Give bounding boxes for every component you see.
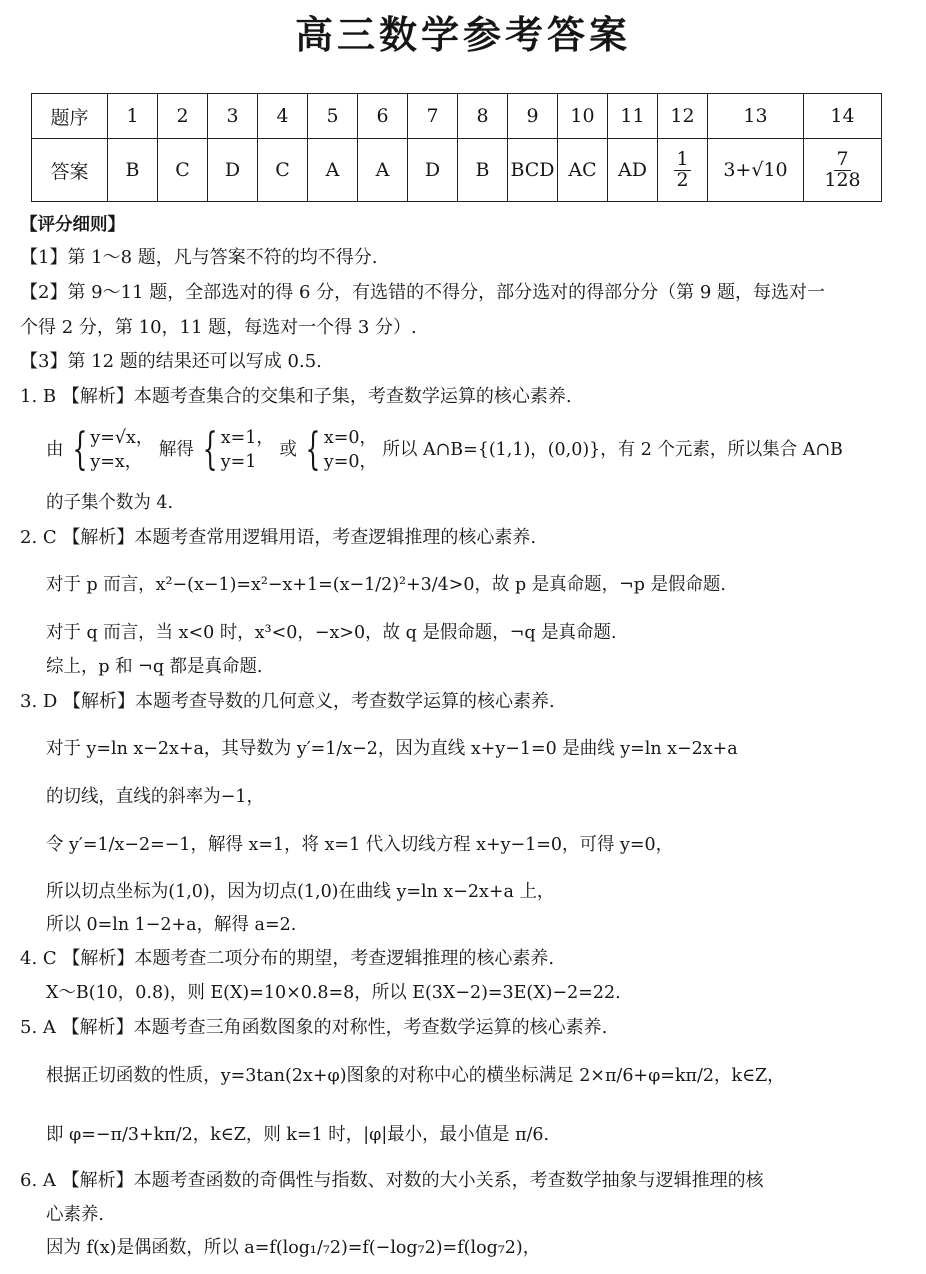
q1-system-3: { x=0， y=0， <box>305 424 377 475</box>
answer-cell: C <box>158 139 208 202</box>
scoring-rule-1: 【1】第 1～8 题，凡与答案不符的均不得分. <box>20 247 378 268</box>
answer-cell: B <box>108 139 158 202</box>
question-number-cell: 12 <box>658 94 708 139</box>
q1-line-3: 的子集个数为 4. <box>46 492 174 513</box>
question-number-cell: 14 <box>804 94 882 139</box>
answer-table <box>31 93 882 202</box>
answer-cell: A <box>308 139 358 202</box>
question-number-cell: 10 <box>558 94 608 139</box>
answer-fraction: $\frac{7}{128}$ <box>824 147 861 191</box>
question-number-cell: 5 <box>308 94 358 139</box>
q5-heading: 5. A 【解析】本题考查三角函数图象的对称性，考查数学运算的核心素养. <box>20 1017 608 1038</box>
question-number-cell: 9 <box>508 94 558 139</box>
q6-line-1: 因为 f(x)是偶函数，所以 a=f(log₁/₇2)=f(−log₇2)=f(log₇2)， <box>46 1237 541 1258</box>
q2-heading: 2. C 【解析】本题考查常用逻辑用语，考查逻辑推理的核心素养. <box>20 527 537 548</box>
q3-heading: 3. D 【解析】本题考查导数的几何意义，考查数学运算的核心素养. <box>20 691 555 712</box>
q6-heading-b: 心素养. <box>46 1204 104 1225</box>
q2-line-1: 对于 p 而言，x²−(x−1)=x²−x+1=(x−1/2)²+3/4>0，故 p 是真命题，¬p 是假命题. <box>46 574 726 595</box>
q1-system-2: { x=1， y=1 <box>202 424 274 475</box>
question-number-cell: 3 <box>208 94 258 139</box>
q1-pre: 由 <box>46 439 64 460</box>
scoring-heading: 【评分细则】 <box>20 215 125 235</box>
scoring-rule-3: 【3】第 12 题的结果还可以写成 0.5. <box>20 351 322 372</box>
q2-line-3: 综上，p 和 ¬q 都是真命题. <box>46 656 263 677</box>
q4-heading: 4. C 【解析】本题考查二项分布的期望，考查逻辑推理的核心素养. <box>20 948 555 969</box>
row-header-answer: 答案 <box>32 139 108 202</box>
q1-post: 所以 A∩B={(1,1)，(0,0)}，有 2 个元素，所以集合 A∩B <box>382 439 843 460</box>
q5-line-1: 根据正切函数的性质，y=3tan(2x+φ)图象的对称中心的横坐标满足 2×π/6+φ=kπ/2，k∈Z， <box>46 1065 785 1086</box>
answer-cell: D <box>208 139 258 202</box>
answer-cell: B <box>458 139 508 202</box>
q3-line-2: 的切线，直线的斜率为−1， <box>46 786 264 807</box>
q4-line-1: X～B(10，0.8)，则 E(X)=10×0.8=8，所以 E(3X−2)=3E(X)−2=22. <box>46 982 621 1003</box>
q1-heading: 1. B 【解析】本题考查集合的交集和子集，考查数学运算的核心素养. <box>20 386 572 407</box>
answer-cell <box>658 139 708 202</box>
answer-cell <box>804 139 882 202</box>
q5-line-2: 即 φ=−π/3+kπ/2，k∈Z，则 k=1 时，|φ|最小，最小值是 π/6. <box>46 1124 550 1145</box>
question-number-cell: 11 <box>608 94 658 139</box>
row-header-question: 题序 <box>32 94 108 139</box>
scoring-rule-2b: 个得 2 分，第 10，11 题，每选对一个得 3 分）. <box>20 317 417 338</box>
answer-cell: A <box>358 139 408 202</box>
question-number-cell: 2 <box>158 94 208 139</box>
answer-fraction: $\frac{1}{2}$ <box>676 147 689 191</box>
page-title: 高三数学参考答案 <box>294 13 631 57</box>
answer-cell: AD <box>608 139 658 202</box>
q3-line-5: 所以 0=ln 1−2+a，解得 a=2. <box>46 914 297 935</box>
question-number-cell: 8 <box>458 94 508 139</box>
q1-line-1 <box>46 420 906 480</box>
question-number-cell: 7 <box>408 94 458 139</box>
question-number-cell: 13 <box>708 94 804 139</box>
q1-mid-2: 或 <box>279 439 297 460</box>
q1-mid-1: 解得 <box>158 439 194 460</box>
q3-line-3: 令 y′=1/x−2=−1，解得 x=1，将 x=1 代入切线方程 x+y−1=0，可得 y=0， <box>46 834 674 855</box>
scoring-rule-2a: 【2】第 9～11 题，全部选对的得 6 分，有选错的不得分，部分选对的得部分分（第 9 题，每选对一 <box>20 282 826 303</box>
answer-cell: D <box>408 139 458 202</box>
q3-line-4: 所以切点坐标为(1,0)，因为切点(1,0)在曲线 y=ln x−2x+a 上， <box>46 881 555 902</box>
answer-cell: BCD <box>508 139 558 202</box>
question-number-cell: 4 <box>258 94 308 139</box>
q2-line-2: 对于 q 而言，当 x<0 时，x³<0，−x>0，故 q 是假命题，¬q 是真命题. <box>46 622 617 643</box>
answer-cell: C <box>258 139 308 202</box>
answer-cell: 3+√10 <box>708 139 804 202</box>
question-number-cell: 1 <box>108 94 158 139</box>
q6-heading-a: 6. A 【解析】本题考查函数的奇偶性与指数、对数的大小关系，考查数学抽象与逻辑推理的核 <box>20 1170 764 1191</box>
q1-system-1: { y=√x， y=x， <box>72 424 154 475</box>
answer-cell: AC <box>558 139 608 202</box>
question-number-cell: 6 <box>358 94 408 139</box>
q3-line-1: 对于 y=ln x−2x+a，其导数为 y′=1/x−2，因为直线 x+y−1=0 是曲线 y=ln x−2x+a <box>46 738 738 759</box>
